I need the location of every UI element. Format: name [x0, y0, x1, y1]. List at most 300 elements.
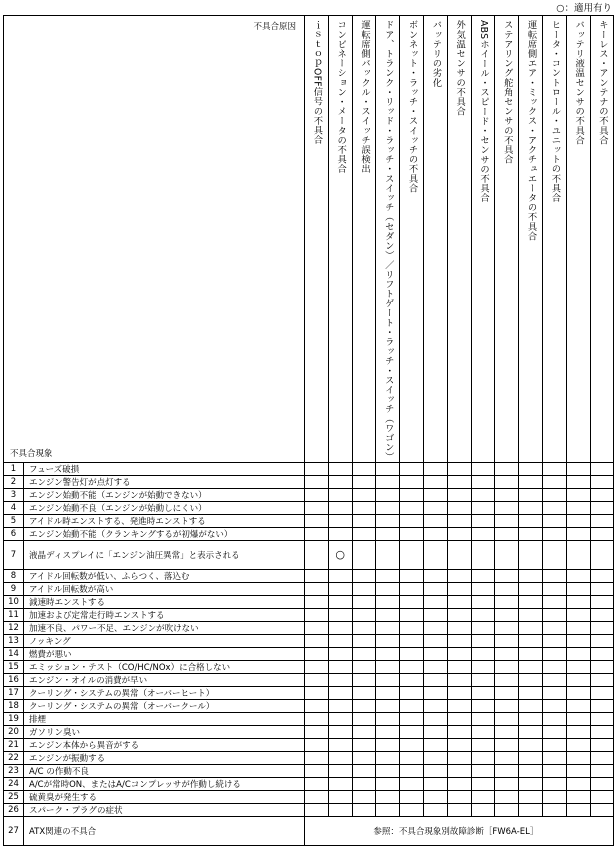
row-number: 25 — [4, 790, 24, 803]
matrix-cell — [447, 790, 471, 803]
row-number: 4 — [4, 501, 24, 514]
matrix-cell — [305, 621, 329, 634]
matrix-cell — [400, 634, 424, 647]
cause-column-header — [423, 16, 447, 463]
matrix-cell — [352, 569, 376, 582]
matrix-cell — [328, 803, 352, 816]
table-row — [4, 540, 614, 569]
matrix-cell — [542, 527, 566, 540]
row-number: 1 — [4, 462, 24, 475]
row-number: 20 — [4, 725, 24, 738]
row-number: 5 — [4, 514, 24, 527]
symptom-cell: アイドル時エンストする、発進時エンストする — [24, 514, 305, 527]
matrix-cell — [471, 712, 495, 725]
cause-column-label: ヒータ・コントロール・ユニットの不具合 — [549, 20, 561, 203]
matrix-cell — [471, 647, 495, 660]
matrix-cell — [328, 686, 352, 699]
symptom-cell: クーリング・システムの異常（オーバークール） — [24, 699, 305, 712]
row-number: 3 — [4, 488, 24, 501]
matrix-cell — [400, 540, 424, 569]
matrix-cell — [495, 501, 519, 514]
matrix-cell — [400, 647, 424, 660]
matrix-cell — [447, 462, 471, 475]
matrix-cell — [542, 790, 566, 803]
matrix-cell — [423, 582, 447, 595]
matrix-cell — [305, 527, 329, 540]
symptom-cell: ガソリン臭い — [24, 725, 305, 738]
row-number: 11 — [4, 608, 24, 621]
matrix-cell — [352, 803, 376, 816]
matrix-cell — [447, 738, 471, 751]
matrix-cell — [423, 462, 447, 475]
matrix-cell — [519, 608, 543, 621]
cause-column-header — [519, 16, 543, 463]
matrix-cell — [376, 569, 400, 582]
cause-column-label: バッテリの劣化 — [430, 20, 442, 88]
row-number: 22 — [4, 751, 24, 764]
matrix-cell — [590, 712, 614, 725]
matrix-cell — [519, 569, 543, 582]
table-row — [4, 686, 614, 699]
matrix-cell — [471, 527, 495, 540]
cause-column-header — [352, 16, 376, 463]
matrix-cell — [376, 462, 400, 475]
symptom-cell: ノッキング — [24, 634, 305, 647]
symptom-cell: 硫黄臭が発生する — [24, 790, 305, 803]
matrix-cell — [590, 569, 614, 582]
matrix-cell — [352, 608, 376, 621]
matrix-cell — [471, 751, 495, 764]
matrix-cell — [328, 462, 352, 475]
matrix-cell — [423, 540, 447, 569]
row-number: 27 — [4, 816, 24, 845]
matrix-cell — [400, 660, 424, 673]
matrix-cell — [566, 621, 590, 634]
matrix-cell — [471, 569, 495, 582]
matrix-cell — [352, 712, 376, 725]
cause-column-label: ｉｓｔｏｐOFF信号の不具合 — [311, 20, 323, 145]
matrix-cell — [566, 673, 590, 686]
matrix-cell — [495, 621, 519, 634]
matrix-cell — [376, 738, 400, 751]
matrix-cell — [400, 582, 424, 595]
matrix-cell — [400, 475, 424, 488]
matrix-cell — [400, 488, 424, 501]
symptom-cell: エンジンが振動する — [24, 751, 305, 764]
cause-column-label: 運転席側エア・ミックス・アクチュエータの不具合 — [525, 20, 537, 241]
matrix-cell — [495, 764, 519, 777]
table-row — [4, 634, 614, 647]
matrix-cell — [376, 582, 400, 595]
matrix-cell — [447, 569, 471, 582]
row-number: 6 — [4, 527, 24, 540]
matrix-cell — [519, 712, 543, 725]
table-row — [4, 790, 614, 803]
matrix-cell — [542, 686, 566, 699]
matrix-cell — [542, 738, 566, 751]
matrix-cell — [447, 608, 471, 621]
matrix-cell — [423, 660, 447, 673]
table-row — [4, 514, 614, 527]
matrix-cell — [328, 634, 352, 647]
matrix-cell — [305, 803, 329, 816]
table-row — [4, 475, 614, 488]
symptom-cell: 加速および定常走行時エンストする — [24, 608, 305, 621]
matrix-cell — [305, 790, 329, 803]
matrix-cell — [447, 634, 471, 647]
matrix-cell — [566, 540, 590, 569]
matrix-cell — [471, 475, 495, 488]
matrix-cell — [471, 777, 495, 790]
corner-cell — [4, 16, 305, 463]
matrix-cell — [471, 725, 495, 738]
cause-column-header — [447, 16, 471, 463]
matrix-cell — [566, 738, 590, 751]
matrix-cell — [376, 764, 400, 777]
cause-column-header — [305, 16, 329, 463]
matrix-cell — [471, 660, 495, 673]
matrix-cell — [566, 475, 590, 488]
matrix-cell — [376, 527, 400, 540]
symptom-cell: エミッション・テスト（CO/HC/NOx）に合格しない — [24, 660, 305, 673]
matrix-cell — [447, 582, 471, 595]
matrix-cell — [400, 621, 424, 634]
matrix-cell — [590, 764, 614, 777]
matrix-cell — [542, 634, 566, 647]
matrix-cell — [423, 764, 447, 777]
matrix-cell — [495, 790, 519, 803]
symptom-cell: 減速時エンストする — [24, 595, 305, 608]
matrix-cell — [566, 686, 590, 699]
symptom-cell: エンジン警告灯が点灯する — [24, 475, 305, 488]
matrix-cell — [352, 647, 376, 660]
symptom-cell: 液晶ディスプレイに「エンジン油圧異常」と表示される — [24, 540, 305, 569]
matrix-cell — [447, 514, 471, 527]
matrix-cell — [447, 488, 471, 501]
matrix-cell — [305, 514, 329, 527]
matrix-cell — [519, 621, 543, 634]
cause-column-header — [566, 16, 590, 463]
matrix-cell — [495, 462, 519, 475]
matrix-cell — [566, 608, 590, 621]
matrix-cell — [471, 582, 495, 595]
matrix-cell — [471, 803, 495, 816]
matrix-cell — [328, 608, 352, 621]
matrix-cell — [305, 634, 329, 647]
matrix-cell — [423, 527, 447, 540]
matrix-cell — [447, 540, 471, 569]
matrix-cell — [566, 712, 590, 725]
matrix-cell — [566, 751, 590, 764]
matrix-cell — [423, 634, 447, 647]
matrix-cell — [376, 475, 400, 488]
matrix-cell — [305, 777, 329, 790]
matrix-cell — [447, 527, 471, 540]
matrix-cell — [305, 462, 329, 475]
matrix-cell — [542, 501, 566, 514]
cause-column-header — [400, 16, 424, 463]
matrix-cell — [423, 686, 447, 699]
cause-column-header — [376, 16, 400, 463]
matrix-cell — [590, 790, 614, 803]
matrix-cell — [495, 751, 519, 764]
cause-column-label: ドア、トランク・リッド・ラッチ・スイッチ（セダン）／リフトゲート・ラッチ・スイッチ（ワゴン） — [382, 20, 394, 462]
matrix-cell — [423, 488, 447, 501]
matrix-cell — [376, 595, 400, 608]
matrix-cell — [400, 738, 424, 751]
matrix-cell — [519, 634, 543, 647]
cause-column-header — [542, 16, 566, 463]
matrix-cell — [423, 803, 447, 816]
matrix-cell — [328, 647, 352, 660]
matrix-cell — [328, 673, 352, 686]
matrix-cell — [447, 621, 471, 634]
cause-column-label: ABSホイール・スピード・センサの不具合 — [477, 20, 489, 203]
table-row — [4, 608, 614, 621]
matrix-cell — [542, 462, 566, 475]
matrix-cell — [519, 514, 543, 527]
matrix-cell — [495, 634, 519, 647]
matrix-cell — [542, 582, 566, 595]
matrix-cell — [328, 582, 352, 595]
matrix-cell — [590, 738, 614, 751]
matrix-cell — [519, 462, 543, 475]
matrix-cell — [423, 790, 447, 803]
matrix-cell — [471, 673, 495, 686]
matrix-cell — [305, 738, 329, 751]
matrix-cell — [352, 738, 376, 751]
symptom-cell: A/C の作動不良 — [24, 764, 305, 777]
matrix-cell — [305, 764, 329, 777]
matrix-cell — [542, 569, 566, 582]
matrix-cell — [352, 514, 376, 527]
row-number: 13 — [4, 634, 24, 647]
cause-column-label: 外気温センサの不具合 — [454, 20, 466, 116]
matrix-cell — [519, 777, 543, 790]
matrix-cell — [590, 686, 614, 699]
matrix-cell — [352, 764, 376, 777]
matrix-cell — [590, 673, 614, 686]
symptom-cell: エンジン始動不能（クランキングするが初爆がない） — [24, 527, 305, 540]
matrix-cell — [495, 582, 519, 595]
matrix-cell — [328, 790, 352, 803]
header-row — [4, 16, 614, 463]
matrix-cell — [328, 764, 352, 777]
matrix-cell — [519, 686, 543, 699]
matrix-cell — [519, 540, 543, 569]
applicable-mark: ○ — [328, 540, 352, 569]
cause-column-header — [328, 16, 352, 463]
table-row — [4, 764, 614, 777]
matrix-cell — [376, 751, 400, 764]
matrix-cell — [305, 660, 329, 673]
matrix-cell — [447, 475, 471, 488]
matrix-cell — [519, 725, 543, 738]
matrix-cell — [471, 608, 495, 621]
matrix-cell — [495, 686, 519, 699]
matrix-cell — [423, 647, 447, 660]
row-number: 23 — [4, 764, 24, 777]
matrix-cell — [376, 660, 400, 673]
matrix-cell — [566, 595, 590, 608]
matrix-cell — [376, 608, 400, 621]
matrix-cell — [542, 475, 566, 488]
matrix-cell — [328, 751, 352, 764]
matrix-cell — [328, 660, 352, 673]
matrix-cell — [590, 751, 614, 764]
row-number: 8 — [4, 569, 24, 582]
symptom-cell: エンジン始動不能（エンジンが始動できない） — [24, 488, 305, 501]
matrix-cell — [423, 673, 447, 686]
matrix-cell — [423, 595, 447, 608]
matrix-cell — [352, 527, 376, 540]
matrix-cell — [352, 673, 376, 686]
matrix-cell — [519, 647, 543, 660]
matrix-cell — [400, 686, 424, 699]
row-number: 9 — [4, 582, 24, 595]
matrix-cell — [352, 595, 376, 608]
matrix-cell — [328, 725, 352, 738]
symptom-cell: 加速不良、パワー不足、エンジンが吹けない — [24, 621, 305, 634]
matrix-cell — [590, 608, 614, 621]
table-row — [4, 725, 614, 738]
matrix-cell — [566, 501, 590, 514]
matrix-cell — [542, 751, 566, 764]
matrix-cell — [328, 514, 352, 527]
matrix-cell — [471, 738, 495, 751]
matrix-cell — [495, 660, 519, 673]
matrix-body — [4, 462, 614, 845]
matrix-cell — [305, 488, 329, 501]
matrix-cell — [423, 621, 447, 634]
matrix-cell — [447, 686, 471, 699]
cause-label: 不具合原因 — [253, 22, 296, 32]
matrix-cell — [566, 514, 590, 527]
cause-column-header — [495, 16, 519, 463]
matrix-cell — [495, 803, 519, 816]
row-number: 26 — [4, 803, 24, 816]
matrix-cell — [519, 582, 543, 595]
matrix-cell — [400, 803, 424, 816]
matrix-cell — [376, 686, 400, 699]
table-row — [4, 751, 614, 764]
matrix-cell — [542, 540, 566, 569]
matrix-cell — [447, 595, 471, 608]
matrix-cell — [590, 514, 614, 527]
symptom-cell: エンジン・オイルの消費が早い — [24, 673, 305, 686]
matrix-cell — [447, 647, 471, 660]
matrix-cell — [305, 608, 329, 621]
matrix-cell — [542, 660, 566, 673]
matrix-cell — [519, 790, 543, 803]
matrix-cell — [305, 712, 329, 725]
matrix-cell — [495, 514, 519, 527]
matrix-cell — [519, 660, 543, 673]
row-number: 2 — [4, 475, 24, 488]
matrix-cell — [352, 582, 376, 595]
matrix-cell — [590, 501, 614, 514]
table-row — [4, 660, 614, 673]
matrix-cell — [400, 673, 424, 686]
cause-column-label: ステアリング舵角センサの不具合 — [501, 20, 513, 164]
matrix-cell — [495, 608, 519, 621]
matrix-cell — [447, 712, 471, 725]
matrix-cell — [352, 488, 376, 501]
cause-column-header — [590, 16, 614, 463]
cause-column-label: バッテリ液温センサの不具合 — [573, 20, 585, 145]
matrix-cell — [566, 777, 590, 790]
legend-text: ○：適用有り — [556, 3, 612, 14]
cause-column-label: キーレス・アンテナの不具合 — [596, 20, 608, 145]
symptom-cell: アイドル回転数が高い — [24, 582, 305, 595]
matrix-cell — [542, 764, 566, 777]
row-number: 14 — [4, 647, 24, 660]
matrix-cell — [376, 647, 400, 660]
matrix-cell — [519, 488, 543, 501]
matrix-cell — [328, 712, 352, 725]
matrix-cell — [495, 673, 519, 686]
matrix-cell — [400, 712, 424, 725]
matrix-cell — [328, 501, 352, 514]
matrix-cell — [471, 621, 495, 634]
row-number: 18 — [4, 699, 24, 712]
matrix-cell — [328, 475, 352, 488]
row-number: 17 — [4, 686, 24, 699]
matrix-cell — [305, 725, 329, 738]
matrix-cell — [447, 751, 471, 764]
matrix-cell — [542, 621, 566, 634]
matrix-cell — [471, 462, 495, 475]
matrix-cell — [447, 673, 471, 686]
matrix-cell — [471, 764, 495, 777]
matrix-cell — [328, 621, 352, 634]
table-row — [4, 803, 614, 816]
matrix-cell — [447, 803, 471, 816]
matrix-cell — [400, 790, 424, 803]
matrix-cell — [352, 686, 376, 699]
matrix-cell — [400, 514, 424, 527]
matrix-cell — [305, 582, 329, 595]
matrix-cell — [352, 634, 376, 647]
row-number: 10 — [4, 595, 24, 608]
cause-column-label: コンビネーション・メータの不具合 — [335, 20, 347, 174]
matrix-cell — [471, 488, 495, 501]
matrix-cell — [566, 462, 590, 475]
row-number: 7 — [4, 540, 24, 569]
phenomenon-label: 不具合現象 — [10, 448, 53, 459]
matrix-cell — [423, 475, 447, 488]
matrix-cell — [495, 738, 519, 751]
matrix-cell — [495, 595, 519, 608]
table-row — [4, 777, 614, 790]
row-number: 21 — [4, 738, 24, 751]
matrix-cell — [400, 777, 424, 790]
matrix-cell — [305, 475, 329, 488]
matrix-cell — [447, 764, 471, 777]
matrix-cell — [447, 777, 471, 790]
matrix-cell — [495, 569, 519, 582]
matrix-cell — [566, 764, 590, 777]
matrix-cell — [590, 488, 614, 501]
table-row-atx — [4, 816, 614, 845]
matrix-cell — [447, 501, 471, 514]
symptom-cell: エンジン本体から異音がする — [24, 738, 305, 751]
matrix-cell — [566, 582, 590, 595]
matrix-cell — [305, 595, 329, 608]
matrix-cell — [400, 751, 424, 764]
matrix-cell — [542, 803, 566, 816]
matrix-cell — [328, 738, 352, 751]
